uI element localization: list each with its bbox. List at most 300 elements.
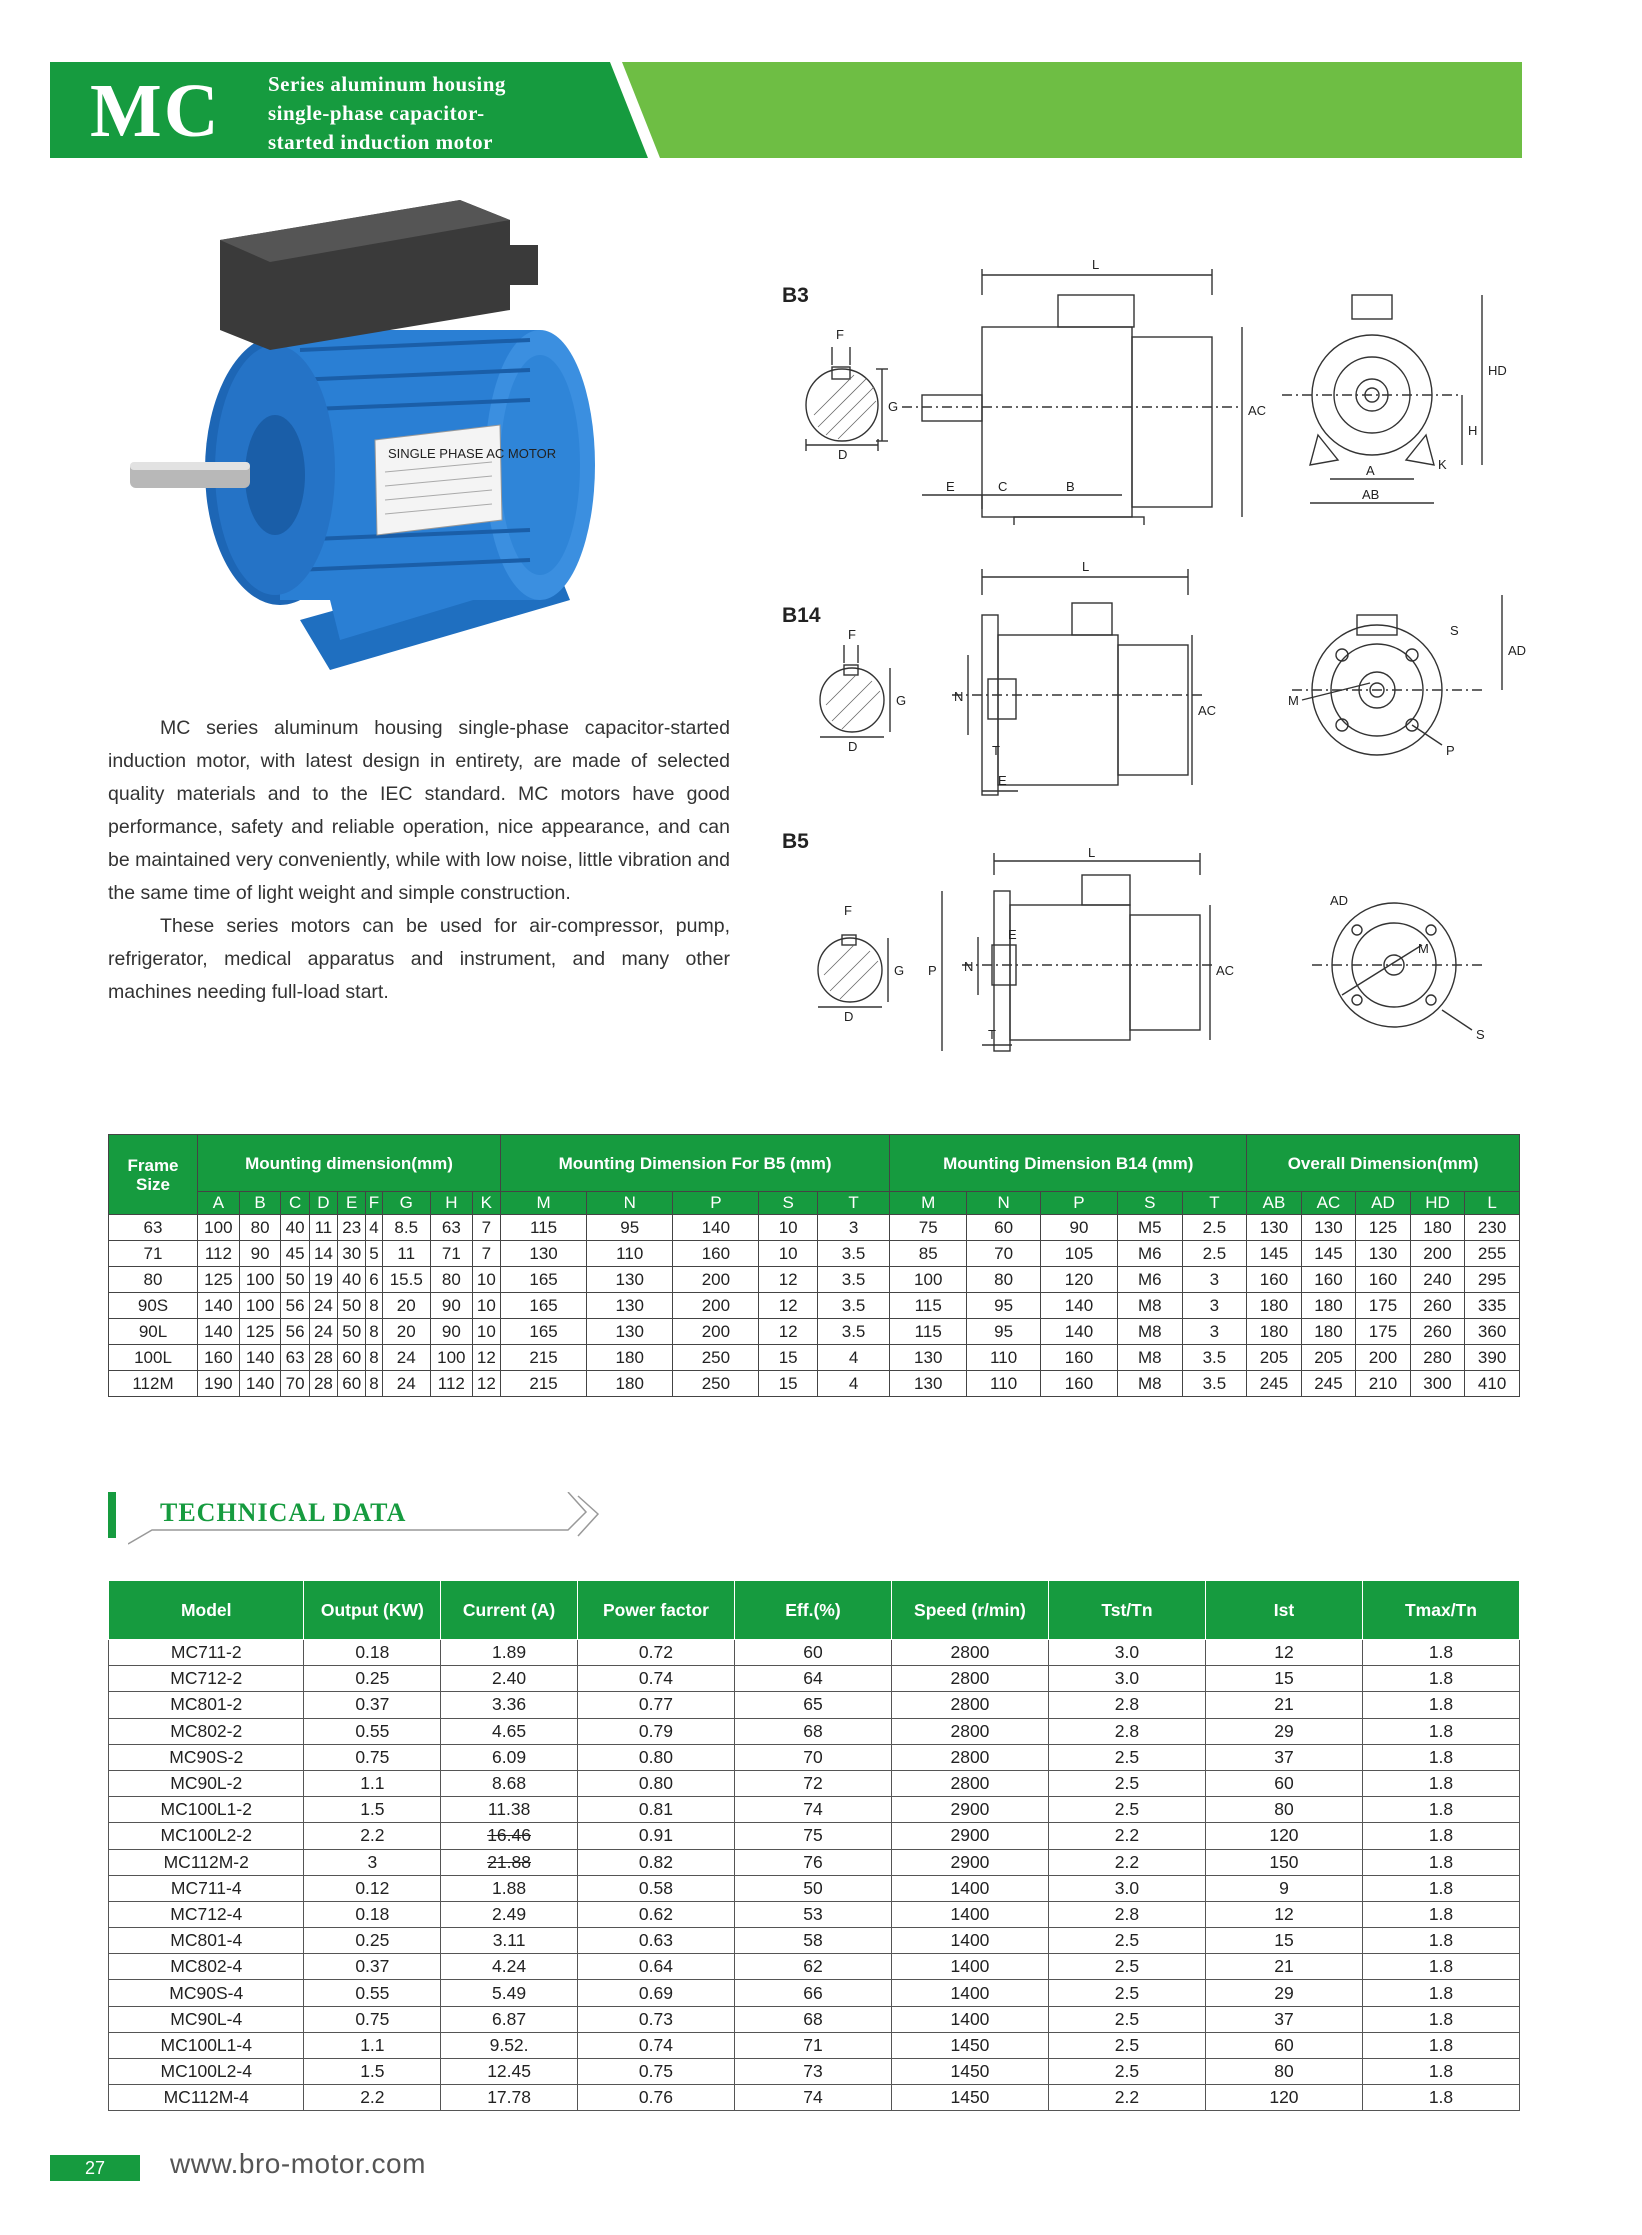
table-cell: 68 xyxy=(734,1718,891,1744)
table-cell: 1400 xyxy=(891,1980,1048,2006)
model-cell: MC90S-2 xyxy=(109,1744,304,1770)
table-cell: 90 xyxy=(430,1319,472,1345)
table-cell: 215 xyxy=(501,1345,587,1371)
table-cell: 2.8 xyxy=(1048,1718,1205,1744)
table-cell: 21.88 xyxy=(441,1849,578,1875)
svg-text:HD: HD xyxy=(1488,363,1507,378)
svg-text:F: F xyxy=(836,327,844,342)
description xyxy=(108,712,730,1009)
table-cell: 0.18 xyxy=(304,1640,441,1666)
table-cell: 56 xyxy=(281,1293,309,1319)
table-cell: 250 xyxy=(673,1345,759,1371)
table-cell: 190 xyxy=(198,1371,240,1397)
model-cell: MC100L1-4 xyxy=(109,2032,304,2058)
table-cell: 100 xyxy=(239,1293,281,1319)
table-cell: 2.5 xyxy=(1048,2059,1205,2085)
column-header: M xyxy=(501,1192,587,1215)
nameplate-text: SINGLE PHASE AC MOTOR xyxy=(388,446,557,461)
table-cell: 50 xyxy=(338,1319,366,1345)
table-cell: 335 xyxy=(1465,1293,1520,1319)
table-cell: 255 xyxy=(1465,1241,1520,1267)
table-cell: M6 xyxy=(1117,1241,1182,1267)
table-cell: 37 xyxy=(1205,2006,1362,2032)
table-cell: 250 xyxy=(673,1371,759,1397)
model-cell: MC711-4 xyxy=(109,1875,304,1901)
table-cell: 120 xyxy=(1040,1267,1117,1293)
table-cell: 3 xyxy=(1182,1293,1247,1319)
table-cell: 112 xyxy=(198,1241,240,1267)
column-header: S xyxy=(1117,1192,1182,1215)
table-cell: 12 xyxy=(472,1371,500,1397)
svg-text:AD: AD xyxy=(1508,643,1527,658)
table-cell: 15 xyxy=(1205,1666,1362,1692)
table-cell: 0.64 xyxy=(577,1954,734,1980)
table-cell: 3.0 xyxy=(1048,1640,1205,1666)
table-cell: 1.89 xyxy=(441,1640,578,1666)
table-cell: 2.5 xyxy=(1048,1928,1205,1954)
table-cell: M8 xyxy=(1117,1293,1182,1319)
table-cell: 80 xyxy=(430,1267,472,1293)
table-cell: 2.49 xyxy=(441,1901,578,1927)
table-cell: 2800 xyxy=(891,1718,1048,1744)
svg-text:AC: AC xyxy=(1216,963,1235,978)
table-cell: 160 xyxy=(1301,1267,1356,1293)
dimension-table-column-header xyxy=(109,1192,1520,1215)
table-cell: 130 xyxy=(1356,1241,1411,1267)
table-cell: 2.5 xyxy=(1048,1954,1205,1980)
table-cell: 63 xyxy=(430,1215,472,1241)
table-cell: 0.55 xyxy=(304,1718,441,1744)
table-cell: 24 xyxy=(309,1293,337,1319)
table-cell: 40 xyxy=(338,1267,366,1293)
model-cell: MC802-4 xyxy=(109,1954,304,1980)
table-cell: 1.8 xyxy=(1362,1980,1519,2006)
table-cell: 160 xyxy=(673,1241,759,1267)
table-row xyxy=(109,1319,1520,1345)
table-cell: 130 xyxy=(587,1293,673,1319)
table-cell: 2800 xyxy=(891,1744,1048,1770)
table-cell: 100 xyxy=(239,1267,281,1293)
table-cell: 2.2 xyxy=(1048,1823,1205,1849)
table-cell: 3.5 xyxy=(817,1293,889,1319)
table-cell: 1400 xyxy=(891,2006,1048,2032)
table-cell: 240 xyxy=(1410,1267,1465,1293)
dimension-table xyxy=(108,1134,1520,1397)
column-header: H xyxy=(430,1192,472,1215)
table-row xyxy=(109,1744,1520,1770)
table-cell: 160 xyxy=(1356,1267,1411,1293)
table-cell: 140 xyxy=(198,1293,240,1319)
model-cell: MC90L-4 xyxy=(109,2006,304,2032)
table-cell: 165 xyxy=(501,1319,587,1345)
table-cell: 21 xyxy=(1205,1954,1362,1980)
table-cell: 150 xyxy=(1205,1849,1362,1875)
column-header: N xyxy=(967,1192,1041,1215)
table-cell: 80 xyxy=(239,1215,281,1241)
svg-text:L: L xyxy=(1088,845,1096,860)
table-cell: 125 xyxy=(198,1267,240,1293)
column-header: T xyxy=(817,1192,889,1215)
table-cell: 85 xyxy=(890,1241,967,1267)
table-cell: 2800 xyxy=(891,1770,1048,1796)
table-cell: 37 xyxy=(1205,1744,1362,1770)
table-cell: 0.18 xyxy=(304,1901,441,1927)
svg-text:S: S xyxy=(1450,623,1459,638)
table-cell: 66 xyxy=(734,1980,891,2006)
group-header-b5: Mounting Dimension For B5 (mm) xyxy=(501,1135,890,1192)
svg-text:D: D xyxy=(848,739,858,754)
table-cell: 21 xyxy=(1205,1692,1362,1718)
table-cell: 160 xyxy=(198,1345,240,1371)
table-cell: 80 xyxy=(1205,2059,1362,2085)
table-cell: 1.1 xyxy=(304,2032,441,2058)
table-cell: 11 xyxy=(382,1241,430,1267)
table-cell: 68 xyxy=(734,2006,891,2032)
table-cell: 76 xyxy=(734,1849,891,1875)
table-cell: 200 xyxy=(673,1319,759,1345)
table-cell: 160 xyxy=(1040,1345,1117,1371)
table-cell: 8.5 xyxy=(382,1215,430,1241)
table-cell: 0.80 xyxy=(577,1744,734,1770)
table-cell: 125 xyxy=(239,1319,281,1345)
svg-text:H: H xyxy=(1468,423,1478,438)
table-cell: 3 xyxy=(817,1215,889,1241)
frame-size-cell: 63 xyxy=(109,1215,198,1241)
description-paragraph-2: These series motors can be used for air-compressor, pump, refrigerator, medical apparatus and instrument, and many other machines needing full-load start. xyxy=(108,915,730,1003)
table-cell: 2.40 xyxy=(441,1666,578,1692)
table-cell: 260 xyxy=(1410,1319,1465,1345)
table-cell: 180 xyxy=(1247,1319,1302,1345)
table-cell: 2800 xyxy=(891,1692,1048,1718)
frame-size-cell: 112M xyxy=(109,1371,198,1397)
table-cell: 0.91 xyxy=(577,1823,734,1849)
table-cell: 20 xyxy=(382,1293,430,1319)
svg-text:F: F xyxy=(844,903,852,918)
svg-text:P: P xyxy=(928,963,937,978)
table-cell: 140 xyxy=(1040,1319,1117,1345)
model-cell: MC90S-4 xyxy=(109,1980,304,2006)
table-row xyxy=(109,1823,1520,1849)
table-cell: 15 xyxy=(759,1345,817,1371)
model-cell: MC802-2 xyxy=(109,1718,304,1744)
table-cell: 130 xyxy=(890,1345,967,1371)
table-cell: 30 xyxy=(338,1241,366,1267)
table-cell: 60 xyxy=(1205,1770,1362,1796)
table-cell: 0.82 xyxy=(577,1849,734,1875)
table-cell: 2.5 xyxy=(1182,1241,1247,1267)
table-cell: 95 xyxy=(967,1293,1041,1319)
table-cell: 10 xyxy=(472,1293,500,1319)
table-cell: 12.45 xyxy=(441,2059,578,2085)
model-cell: MC100L2-2 xyxy=(109,1823,304,1849)
table-cell: 140 xyxy=(198,1319,240,1345)
table-cell: 90 xyxy=(1040,1215,1117,1241)
frame-size-cell: 90S xyxy=(109,1293,198,1319)
table-cell: 90 xyxy=(430,1293,472,1319)
table-cell: 4.65 xyxy=(441,1718,578,1744)
table-cell: 11 xyxy=(309,1215,337,1241)
model-cell: MC801-4 xyxy=(109,1928,304,1954)
table-cell: 230 xyxy=(1465,1215,1520,1241)
table-cell: 1.8 xyxy=(1362,1692,1519,1718)
table-cell: 175 xyxy=(1356,1293,1411,1319)
table-cell: 0.37 xyxy=(304,1692,441,1718)
diagram-label-b5: B5 xyxy=(782,830,809,853)
table-cell: 12 xyxy=(759,1267,817,1293)
table-cell: 75 xyxy=(734,1823,891,1849)
table-cell: 2.5 xyxy=(1182,1215,1247,1241)
table-cell: 0.74 xyxy=(577,1666,734,1692)
table-cell: 140 xyxy=(673,1215,759,1241)
table-cell: 160 xyxy=(1247,1267,1302,1293)
table-cell: M8 xyxy=(1117,1345,1182,1371)
frame-size-cell: 100L xyxy=(109,1345,198,1371)
table-row xyxy=(109,1928,1520,1954)
svg-text:S: S xyxy=(1476,1027,1485,1042)
series-code: MC xyxy=(90,69,221,153)
table-row xyxy=(109,1241,1520,1267)
table-row xyxy=(109,1954,1520,1980)
table-cell: 115 xyxy=(890,1293,967,1319)
table-cell: 245 xyxy=(1301,1371,1356,1397)
title-accent-bar xyxy=(108,1492,116,1538)
series-subtitle: Series aluminum housing single-phase capacitor- started induction motor xyxy=(268,72,506,154)
table-cell: 2.5 xyxy=(1048,2032,1205,2058)
table-cell: 1.8 xyxy=(1362,2059,1519,2085)
table-cell: 24 xyxy=(382,1345,430,1371)
svg-text:C: C xyxy=(998,479,1008,494)
table-cell: 9 xyxy=(1205,1875,1362,1901)
table-cell: 0.75 xyxy=(577,2059,734,2085)
svg-text:E: E xyxy=(998,773,1007,788)
table-row xyxy=(109,1371,1520,1397)
table-cell: 1.8 xyxy=(1362,1875,1519,1901)
table-cell: 180 xyxy=(1301,1319,1356,1345)
table-cell: 145 xyxy=(1301,1241,1356,1267)
table-cell: 205 xyxy=(1301,1345,1356,1371)
table-cell: 2.2 xyxy=(1048,2085,1205,2111)
table-cell: 7 xyxy=(472,1241,500,1267)
title-underline-arrow xyxy=(128,1492,608,1548)
table-cell: 0.58 xyxy=(577,1875,734,1901)
svg-text:N: N xyxy=(954,689,964,704)
table-cell: 3.5 xyxy=(1182,1371,1247,1397)
table-cell: 12 xyxy=(759,1319,817,1345)
table-cell: 0.55 xyxy=(304,1980,441,2006)
table-cell: 24 xyxy=(309,1319,337,1345)
table-cell: 75 xyxy=(890,1215,967,1241)
table-cell: 300 xyxy=(1410,1371,1465,1397)
diagram-label-b3: B3 xyxy=(782,284,809,307)
table-cell: 3.0 xyxy=(1048,1875,1205,1901)
table-cell: 3.36 xyxy=(441,1692,578,1718)
table-cell: 74 xyxy=(734,2085,891,2111)
table-cell: 4.24 xyxy=(441,1954,578,1980)
table-cell: 24 xyxy=(382,1371,430,1397)
table-cell: 1.8 xyxy=(1362,1744,1519,1770)
table-row xyxy=(109,1770,1520,1796)
diagram-label-b14: B14 xyxy=(782,604,821,627)
table-cell: 2.2 xyxy=(1048,1849,1205,1875)
column-header: M xyxy=(890,1192,967,1215)
table-cell: 180 xyxy=(587,1371,673,1397)
table-cell: 0.12 xyxy=(304,1875,441,1901)
frame-size-cell: 71 xyxy=(109,1241,198,1267)
diagram-b5 xyxy=(782,845,1542,1065)
table-cell: 130 xyxy=(1247,1215,1302,1241)
table-cell: 0.69 xyxy=(577,1980,734,2006)
svg-text:M: M xyxy=(1288,693,1299,708)
table-cell: 2800 xyxy=(891,1666,1048,1692)
table-cell: 280 xyxy=(1410,1345,1465,1371)
table-cell: 80 xyxy=(1205,1797,1362,1823)
table-cell: 1.8 xyxy=(1362,1797,1519,1823)
svg-text:D: D xyxy=(838,447,848,462)
table-cell: 16.46 xyxy=(441,1823,578,1849)
table-cell: 115 xyxy=(501,1215,587,1241)
table-row xyxy=(109,2032,1520,2058)
table-cell: 175 xyxy=(1356,1319,1411,1345)
table-cell: 360 xyxy=(1465,1319,1520,1345)
table-cell: 8 xyxy=(366,1345,382,1371)
table-cell: 29 xyxy=(1205,1718,1362,1744)
svg-text:AC: AC xyxy=(1198,703,1217,718)
table-cell: 140 xyxy=(239,1345,281,1371)
table-cell: 0.25 xyxy=(304,1928,441,1954)
table-cell: 1.8 xyxy=(1362,1954,1519,1980)
table-cell: 12 xyxy=(472,1345,500,1371)
technical-table-body xyxy=(109,1640,1520,2111)
table-cell: 1400 xyxy=(891,1954,1048,1980)
table-cell: 2.5 xyxy=(1048,1770,1205,1796)
table-cell: 1.8 xyxy=(1362,1718,1519,1744)
svg-text:B: B xyxy=(1066,479,1075,494)
table-cell: 70 xyxy=(734,1744,891,1770)
table-cell: 165 xyxy=(501,1267,587,1293)
table-cell: 210 xyxy=(1356,1371,1411,1397)
column-header: Output (KW) xyxy=(304,1581,441,1640)
table-row xyxy=(109,1666,1520,1692)
table-cell: 140 xyxy=(1040,1293,1117,1319)
table-cell: 8 xyxy=(366,1319,382,1345)
column-header: Tmax/Tn xyxy=(1362,1581,1519,1640)
table-cell: 62 xyxy=(734,1954,891,1980)
table-cell: 15 xyxy=(1205,1928,1362,1954)
table-row xyxy=(109,1901,1520,1927)
table-cell: 180 xyxy=(1247,1293,1302,1319)
svg-text:P: P xyxy=(1446,743,1455,758)
svg-text:T: T xyxy=(988,1027,996,1042)
group-header-mounting: Mounting dimension(mm) xyxy=(198,1135,501,1192)
table-cell: 1.5 xyxy=(304,1797,441,1823)
table-cell: M8 xyxy=(1117,1319,1182,1345)
table-cell: 50 xyxy=(734,1875,891,1901)
table-cell: 64 xyxy=(734,1666,891,1692)
model-cell: MC100L1-2 xyxy=(109,1797,304,1823)
table-cell: 1.8 xyxy=(1362,1640,1519,1666)
table-cell: 1.1 xyxy=(304,1770,441,1796)
column-header: AD xyxy=(1356,1192,1411,1215)
table-cell: 130 xyxy=(890,1371,967,1397)
table-cell: M6 xyxy=(1117,1267,1182,1293)
table-cell: 2900 xyxy=(891,1797,1048,1823)
svg-text:D: D xyxy=(844,1009,854,1024)
group-header-b14: Mounting Dimension B14 (mm) xyxy=(890,1135,1247,1192)
column-header: B xyxy=(239,1192,281,1215)
table-cell: 1450 xyxy=(891,2085,1048,2111)
table-cell: 15.5 xyxy=(382,1267,430,1293)
table-cell: 6.09 xyxy=(441,1744,578,1770)
table-cell: 71 xyxy=(430,1241,472,1267)
description-paragraph-1: MC series aluminum housing single-phase capacitor-started induction motor, with latest design in entirety, are made of selected quality materials and to the IEC standard. MC motors have good performance, safety and reliable operation, nice appearance, and can be maintained very conveniently, while with low noise, little vibration and the same time of light weight and simple construction. xyxy=(108,717,730,904)
table-row xyxy=(109,1849,1520,1875)
table-cell: 200 xyxy=(673,1293,759,1319)
table-cell: 1.88 xyxy=(441,1875,578,1901)
svg-text:G: G xyxy=(896,693,907,708)
table-cell: 200 xyxy=(673,1267,759,1293)
column-header: Speed (r/min) xyxy=(891,1581,1048,1640)
table-cell: 20 xyxy=(382,1319,430,1345)
table-cell: 45 xyxy=(281,1241,309,1267)
table-cell: 130 xyxy=(587,1319,673,1345)
website-url: www.bro-motor.com xyxy=(170,2148,426,2179)
column-header: D xyxy=(309,1192,337,1215)
svg-text:L: L xyxy=(1092,257,1100,272)
table-cell: 65 xyxy=(734,1692,891,1718)
table-cell: 1400 xyxy=(891,1875,1048,1901)
table-cell: 28 xyxy=(309,1345,337,1371)
table-cell: 3.5 xyxy=(817,1319,889,1345)
table-row xyxy=(109,1718,1520,1744)
table-cell: 2900 xyxy=(891,1849,1048,1875)
table-cell: 58 xyxy=(734,1928,891,1954)
table-cell: 3.5 xyxy=(1182,1345,1247,1371)
svg-text:AC: AC xyxy=(1248,403,1267,418)
table-cell: 2.5 xyxy=(1048,1797,1205,1823)
column-header: A xyxy=(198,1192,240,1215)
table-cell: 2.2 xyxy=(304,1823,441,1849)
table-cell: 0.75 xyxy=(304,2006,441,2032)
table-cell: 10 xyxy=(472,1319,500,1345)
header-band xyxy=(50,62,1522,158)
table-cell: 95 xyxy=(967,1319,1041,1345)
table-cell: 1400 xyxy=(891,1901,1048,1927)
table-cell: 12 xyxy=(1205,1901,1362,1927)
table-cell: 390 xyxy=(1465,1345,1520,1371)
table-cell: 0.25 xyxy=(304,1666,441,1692)
table-cell: 60 xyxy=(734,1640,891,1666)
table-cell: 2800 xyxy=(891,1640,1048,1666)
table-cell: 0.37 xyxy=(304,1954,441,1980)
table-cell: 0.76 xyxy=(577,2085,734,2111)
column-header: C xyxy=(281,1192,309,1215)
svg-text:M: M xyxy=(1418,941,1429,956)
table-cell: 1.8 xyxy=(1362,1928,1519,1954)
table-cell: 7 xyxy=(472,1215,500,1241)
svg-text:E: E xyxy=(946,479,955,494)
table-cell: 145 xyxy=(1247,1241,1302,1267)
table-cell: 8.68 xyxy=(441,1770,578,1796)
table-cell: 4 xyxy=(817,1371,889,1397)
table-cell: 3.5 xyxy=(817,1267,889,1293)
svg-text:N: N xyxy=(964,959,974,974)
table-cell: 29 xyxy=(1205,1980,1362,2006)
table-cell: 112 xyxy=(430,1371,472,1397)
table-cell: 0.81 xyxy=(577,1797,734,1823)
table-cell: 6.87 xyxy=(441,2006,578,2032)
model-cell: MC90L-2 xyxy=(109,1770,304,1796)
table-cell: 245 xyxy=(1247,1371,1302,1397)
